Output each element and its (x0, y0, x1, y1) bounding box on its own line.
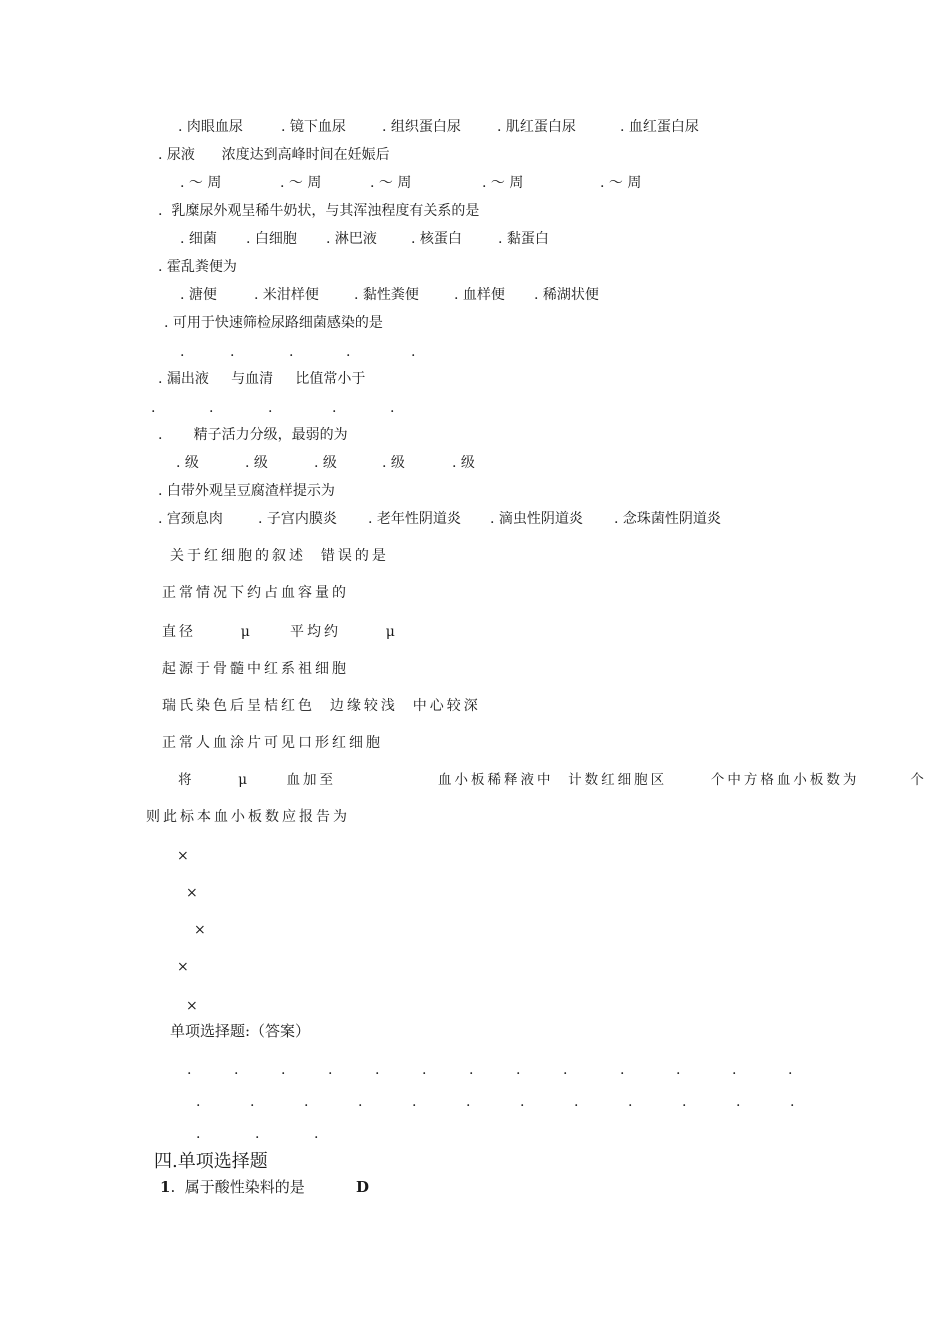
last-question-number: 1 (160, 1178, 171, 1196)
answer-dot: . (676, 1062, 681, 1078)
answer-dot: . (520, 1094, 525, 1110)
q6-dot-c: . (268, 400, 273, 416)
answer-dot: . (412, 1094, 417, 1110)
q2-option-b: . ～ 周 (280, 175, 322, 191)
answer-dot: . (620, 1062, 625, 1078)
answer-dot: . (328, 1062, 333, 1078)
q4-stem: . 霍乱粪便为 (158, 259, 237, 275)
q4-option-d: . 血样便 (454, 287, 505, 303)
q5-dot-b: . (230, 344, 235, 360)
q1-option-b: . 镜下血尿 (281, 119, 346, 135)
answer-dot: . (314, 1126, 319, 1142)
q9-option-e: 正常人血涂片可见口形红细胞 (162, 735, 383, 751)
answer-dot: . (563, 1062, 568, 1078)
q8-option-c: . 老年性阴道炎 (368, 511, 461, 527)
answer-dot: . (469, 1062, 474, 1078)
q7-option-d: . 级 (382, 455, 405, 471)
answer-dot: . (788, 1062, 793, 1078)
q7-stem: . 精子活力分级，最弱的为 (158, 427, 348, 443)
answer-dot: . (358, 1094, 363, 1110)
q3-option-b: . 白细胞 (246, 231, 297, 247)
q7-option-b: . 级 (245, 455, 268, 471)
q3-option-e: . 黏蛋白 (498, 231, 549, 247)
answer-heading: 单项选择题:（答案） (170, 1022, 311, 1040)
q9-option-b: 直径 μ 平均约 μ (162, 624, 398, 640)
q6-dot-a: . (151, 400, 156, 416)
q8-option-b: . 子宫内膜炎 (258, 511, 337, 527)
answer-dot: . (516, 1062, 521, 1078)
q5-dot-c: . (289, 344, 294, 360)
answer-dot: . (187, 1062, 192, 1078)
answer-dot: . (790, 1094, 795, 1110)
answer-dot: . (682, 1094, 687, 1110)
q1-option-e: . 血红蛋白尿 (620, 119, 699, 135)
q1-option-d: . 肌红蛋白尿 (497, 119, 576, 135)
q2-option-a: . ～ 周 (180, 175, 222, 191)
q3-option-d: . 核蛋白 (411, 231, 462, 247)
q9-option-c: 起源于骨髓中红系祖细胞 (162, 661, 349, 677)
q3-option-a: . 细菌 (180, 231, 217, 247)
q4-option-c: . 黏性粪便 (354, 287, 419, 303)
q6-dot-d: . (332, 400, 337, 416)
answer-dot: . (196, 1094, 201, 1110)
q2-option-c: . ～ 周 (370, 175, 412, 191)
q6-dot-e: . (390, 400, 395, 416)
q4-option-e: . 稀湖状便 (534, 287, 599, 303)
answer-dot: . (732, 1062, 737, 1078)
q1-option-a: . 肉眼血尿 (178, 119, 243, 135)
q9-stem: 关于红细胞的叙述 错误的是 (170, 548, 389, 564)
q3-stem: . 乳糜尿外观呈稀牛奶状，与其浑浊程度有关系的是 (158, 203, 480, 219)
answer-dot: . (281, 1062, 286, 1078)
answer-dot: . (255, 1126, 260, 1142)
q6-stem: . 漏出液 与血清 比值常小于 (158, 371, 366, 387)
answer-dot: . (250, 1094, 255, 1110)
answer-dot: . (422, 1062, 427, 1078)
q2-stem: . 尿液 浓度达到高峰时间在妊娠后 (158, 147, 390, 163)
answer-dot: . (196, 1126, 201, 1142)
q10-option-a: × (177, 848, 189, 864)
q4-option-a: . 溏便 (180, 287, 217, 303)
q10-option-d: × (177, 959, 189, 975)
q2-option-d: . ～ 周 (482, 175, 524, 191)
q8-stem: . 白带外观呈豆腐渣样提示为 (158, 483, 335, 499)
answer-dot: . (736, 1094, 741, 1110)
last-question-answer: D (356, 1178, 370, 1196)
q8-option-a: . 宫颈息肉 (158, 511, 223, 527)
answer-dot: . (234, 1062, 239, 1078)
q7-option-e: . 级 (452, 455, 475, 471)
q4-option-b: . 米泔样便 (254, 287, 319, 303)
q9-option-a: 正常情况下约占血容量的 (162, 585, 349, 601)
q10-option-e: × (186, 998, 198, 1014)
answer-dot: . (375, 1062, 380, 1078)
q6-dot-b: . (209, 400, 214, 416)
section-title: 四.单项选择题 (154, 1151, 268, 1172)
q10-stem-line2: 则此标本血小板数应报告为 (146, 809, 350, 825)
q5-dot-a: . (180, 344, 185, 360)
q10-option-b: × (186, 885, 198, 901)
q7-option-c: . 级 (314, 455, 337, 471)
q5-stem: . 可用于快速筛检尿路细菌感染的是 (164, 315, 383, 331)
q5-dot-e: . (411, 344, 416, 360)
q5-dot-d: . (346, 344, 351, 360)
q8-option-e: . 念珠菌性阴道炎 (614, 511, 721, 527)
answer-dot: . (466, 1094, 471, 1110)
answer-dot: . (574, 1094, 579, 1110)
q7-option-a: . 级 (176, 455, 199, 471)
q10-stem-line1: 将 μ 血加至 血小板稀释液中 计数红细胞区 个中方格血小板数为 个 (178, 772, 927, 788)
q2-option-e: . ～ 周 (600, 175, 642, 191)
last-question (160, 1178, 305, 1196)
q1-option-c: . 组织蛋白尿 (382, 119, 461, 135)
q3-option-c: . 淋巴液 (326, 231, 377, 247)
answer-dot: . (304, 1094, 309, 1110)
answer-dot: . (628, 1094, 633, 1110)
q9-option-d: 瑞氏染色后呈桔红色 边缘较浅 中心较深 (162, 698, 481, 714)
q8-option-d: . 滴虫性阴道炎 (490, 511, 583, 527)
last-question-text: . 属于酸性染料的是 (170, 1178, 305, 1196)
q10-option-c: × (194, 922, 206, 938)
